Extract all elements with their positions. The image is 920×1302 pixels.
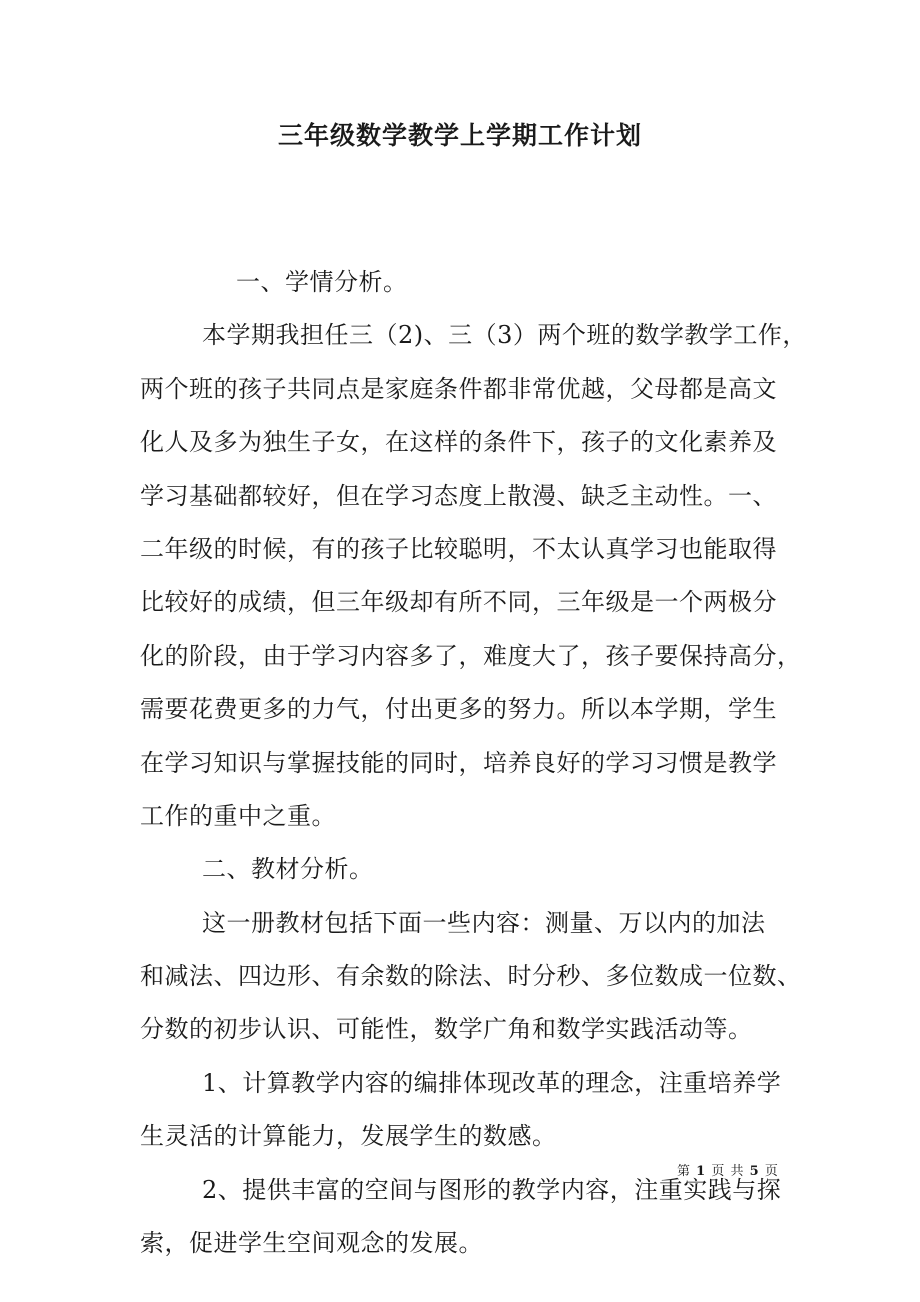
paragraph-line: 这一册教材包括下面一些内容：测量、万以内的加法: [202, 908, 766, 937]
page-current: 1: [696, 1164, 707, 1179]
paragraph-line: 化的阶段，由于学习内容多了，难度大了，孩子要保持高分，: [140, 641, 802, 670]
section-heading-student-analysis: 一、学情分析。: [236, 268, 408, 296]
page-prefix: 第: [677, 1164, 692, 1179]
document-body: [140, 256, 807, 1270]
paragraph-line: 化人及多为独生子女，在这样的条件下，孩子的文化素养及: [140, 428, 777, 457]
paragraph-line: 本学期我担任三（2)、三（3）两个班的数学教学工作，: [202, 321, 807, 350]
list-item-line: 生灵活的计算能力，发展学生的数感。: [140, 1122, 557, 1151]
paragraph-line: 两个班的孩子共同点是家庭条件都非常优越，父母都是高文: [140, 374, 777, 403]
list-item-line: 1、计算教学内容的编排体现改革的理念，注重培养学: [202, 1068, 782, 1097]
paragraph-line: 二年级的时候，有的孩子比较聪明，不太认真学习也能取得: [140, 534, 777, 563]
page-total: 5: [749, 1164, 760, 1179]
paragraph-line: 在学习知识与掌握技能的同时，培养良好的学习习惯是教学: [140, 748, 777, 777]
page-suffix: 页: [764, 1164, 779, 1179]
paragraph-line: 学习基础都较好，但在学习态度上散漫、缺乏主动性。一、: [140, 481, 777, 510]
paragraph-line: 分数的初步认识、可能性，数学广角和数学实践活动等。: [140, 1015, 753, 1044]
paragraph-line: 工作的重中之重。: [140, 801, 336, 830]
list-item-line: 索，促进学生空间观念的发展。: [140, 1229, 483, 1258]
paragraph-line: 比较好的成绩，但三年级却有所不同，三年级是一个两极分: [140, 588, 777, 617]
page-title: 三年级数学教学上学期工作计划: [277, 121, 642, 150]
page-number-footer: [677, 1162, 779, 1182]
paragraph-line: 需要花费更多的力气，付出更多的努力。所以本学期，学生: [140, 695, 777, 724]
list-item-line: 2、提供丰富的空间与图形的教学内容，注重实践与探: [202, 1175, 782, 1204]
section-heading-textbook-analysis: 二、教材分析。: [202, 855, 374, 884]
page-middle: 页 共: [711, 1164, 745, 1179]
paragraph-line: 和减法、四边形、有余数的除法、时分秒、多位数成一位数、: [140, 962, 802, 991]
